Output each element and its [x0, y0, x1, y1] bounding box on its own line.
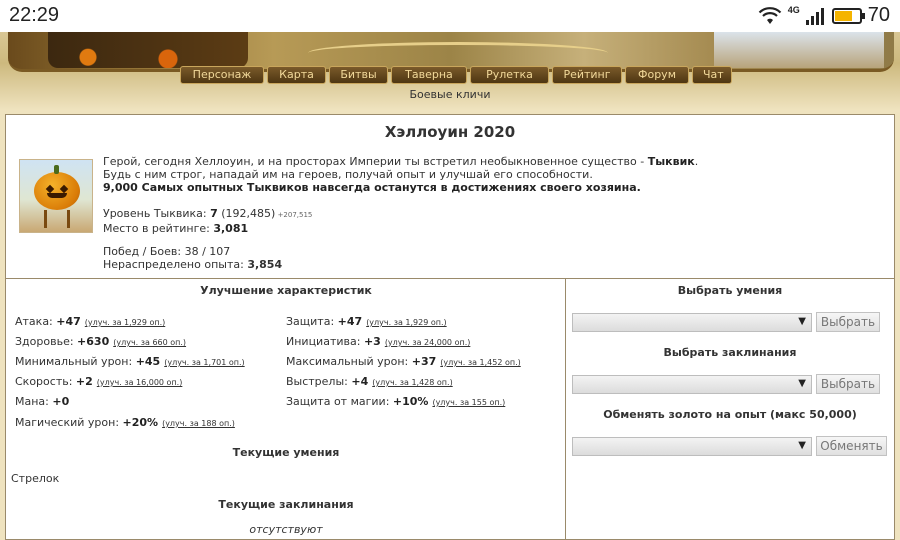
main-nav — [180, 66, 735, 84]
exchange-button[interactable]: Обменять — [816, 436, 887, 456]
skill-select[interactable] — [572, 313, 812, 332]
wifi-icon — [758, 7, 782, 25]
stat-defense: Защита: +47 (улуч. за 1,929 оп.) — [286, 315, 447, 328]
clock: 22:29 — [9, 4, 60, 26]
choose-skill-title: Выбрать умения — [677, 284, 783, 297]
nav-item-map[interactable]: Карта — [267, 66, 326, 84]
battery-level: 70 — [867, 4, 890, 26]
spell-select[interactable] — [572, 375, 812, 394]
stat-magic-defense: Защита от магии: +10% (улуч. за 155 оп.) — [286, 395, 506, 408]
pet-battle-stats: Побед / Боев: 38 / 107 Нераспределено опыта: 3,854 — [103, 245, 283, 271]
battery-icon — [832, 8, 862, 24]
game-header — [0, 32, 900, 110]
nav-item-roulette[interactable]: Рулетка — [470, 66, 549, 84]
nav-item-battles[interactable]: Битвы — [329, 66, 388, 84]
upgrade-link[interactable]: (улуч. за 16,000 оп.) — [96, 378, 183, 387]
upgrade-link[interactable]: (улуч. за 188 оп.) — [162, 419, 235, 428]
banner-ornament — [308, 42, 608, 64]
pumpkin-icon — [34, 172, 80, 210]
exchange-select[interactable] — [572, 437, 812, 456]
dropdown-arrow-icon: ▼ — [798, 316, 806, 327]
stat-initiative: Инициатива: +3 (улуч. за 24,000 оп.) — [286, 335, 471, 348]
choose-spell-title: Выбрать заклинания — [663, 346, 797, 359]
castle-image — [714, 32, 884, 68]
page-subtitle[interactable]: Боевые кличи — [409, 88, 491, 101]
stat-shots: Выстрелы: +4 (улуч. за 1,428 оп.) — [286, 375, 453, 388]
stat-mana: Мана: +0 — [15, 395, 70, 408]
pet-level-block: Уровень Тыквика: 7 (192,485) +207,515 Место в рейтинге: 3,081 — [103, 207, 313, 235]
upgrades-title: Улучшение характеристик — [200, 284, 372, 297]
upgrade-link[interactable]: (улуч. за 1,701 оп.) — [164, 358, 245, 367]
stat-min-damage: Минимальный урон: +45 (улуч. за 1,701 оп.) — [15, 355, 245, 368]
current-skill-value: Стрелок — [11, 472, 60, 485]
current-spells-title: Текущие заклинания — [218, 498, 354, 511]
stat-max-damage: Максимальный урон: +37 (улуч. за 1,452 оп.) — [286, 355, 521, 368]
upgrade-link[interactable]: (улуч. за 155 оп.) — [432, 398, 506, 407]
pumpkin-avatar — [19, 159, 93, 233]
nav-item-character[interactable]: Персонаж — [180, 66, 264, 84]
dropdown-arrow-icon: ▼ — [798, 378, 806, 389]
status-icons — [758, 4, 890, 27]
actions-section — [566, 278, 894, 540]
upgrade-link[interactable]: (улуч. за 1,428 оп.) — [372, 378, 453, 387]
event-panel — [5, 114, 895, 540]
nav-item-chat[interactable]: Чат — [692, 66, 732, 84]
stat-magic-damage: Магический урон: +20% (улуч. за 188 оп.) — [15, 416, 235, 429]
current-spells-value: отсутствуют — [249, 523, 323, 536]
upgrade-link[interactable]: (улуч. за 1,452 оп.) — [440, 358, 521, 367]
signal-icon — [806, 7, 826, 25]
choose-skill-button[interactable]: Выбрать — [816, 312, 880, 332]
nav-item-tavern[interactable]: Таверна — [391, 66, 467, 84]
upgrade-link[interactable]: (улуч. за 1,929 оп.) — [84, 318, 166, 327]
upgrades-section — [6, 278, 566, 540]
stat-speed: Скорость: +2 (улуч. за 16,000 оп.) — [15, 375, 183, 388]
upgrade-link[interactable]: (улуч. за 660 оп.) — [113, 338, 187, 347]
status-bar — [0, 0, 900, 32]
current-skills-title: Текущие умения — [232, 446, 340, 459]
nav-item-forum[interactable]: Форум — [625, 66, 689, 84]
nav-item-rating[interactable]: Рейтинг — [552, 66, 622, 84]
event-description: Герой, сегодня Хеллоуин, и на просторах Империи ты встретил необыкновенное существо - Тыквик. Будь с ним строг, нападай им на героев, получай опыт и улучшай его способности. 9,000 Самых опытных Тыквиков навсегда останутся в достижениях своего хозяина. — [103, 155, 699, 194]
page-title: Хэллоуин 2020 — [384, 123, 516, 141]
stat-attack: Атака: +47 (улуч. за 1,929 оп.) — [15, 315, 166, 328]
upgrade-link[interactable]: (улуч. за 1,929 оп.) — [366, 318, 447, 327]
stat-health: Здоровье: +630 (улуч. за 660 оп.) — [15, 335, 187, 348]
exchange-title: Обменять золото на опыт (макс 50,000) — [603, 408, 857, 421]
network-type: 4G — [787, 4, 800, 15]
dropdown-arrow-icon: ▼ — [798, 440, 806, 451]
choose-spell-button[interactable]: Выбрать — [816, 374, 880, 394]
upgrade-link[interactable]: (улуч. за 24,000 оп.) — [384, 338, 471, 347]
halloween-banner-image — [48, 32, 248, 68]
